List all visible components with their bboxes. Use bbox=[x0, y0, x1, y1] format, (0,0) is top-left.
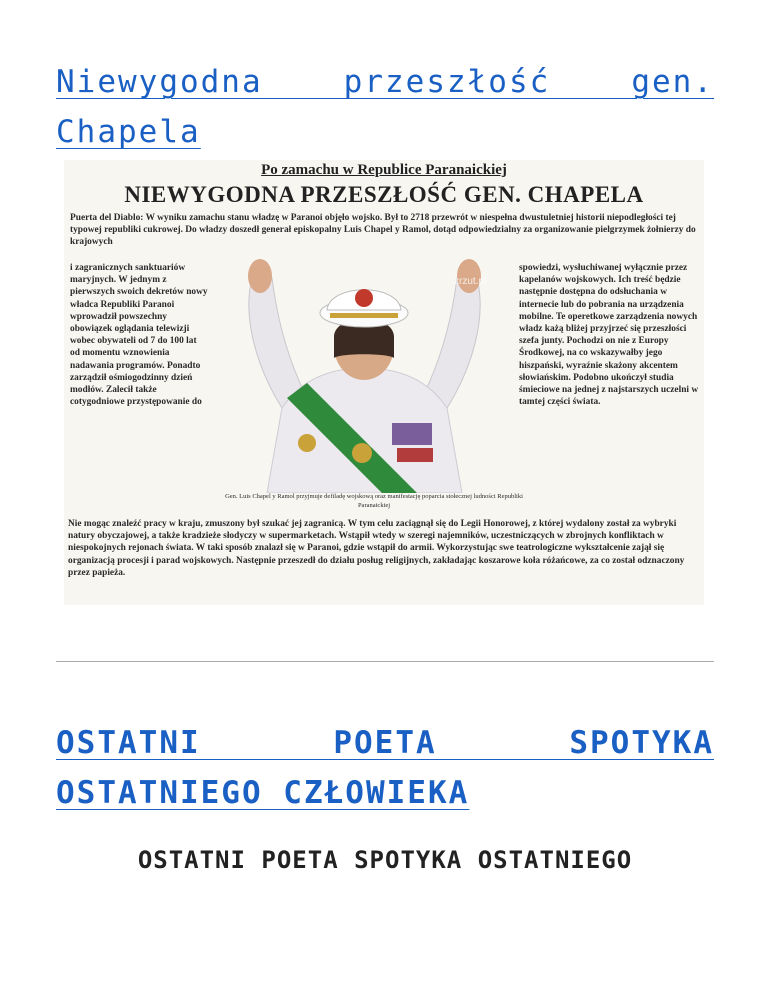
photo-watermark: zrzut.pl bbox=[454, 276, 487, 287]
post-title[interactable] bbox=[56, 718, 714, 818]
clipping-kicker: Po zamachu w Republice Paranaickiej bbox=[261, 162, 507, 178]
clipping-lead: Puerta del Diablo: W wyniku zamachu stanu władzę w Paranoi objęło wojsko. Był to 2718 przewrót w niespełna dwustuletniej historii niepodległości tej typowej republiki cukrowej. Do władzy doszedł generał episkopalny Luis Chapel y Ramol, dotąd odpowiedzialny za organizowanie pielgrzymek żołnierzy do krajowych bbox=[70, 213, 696, 248]
post-excerpt: OSTATNI POETA SPOTYKA OSTATNIEGO bbox=[137, 846, 633, 874]
clipping-bottom-text: Nie mogąc znaleźć pracy w kraju, zmuszony był szukać jej zagranicą. W tym celu zaciągnął się do Legii Honorowej, z której wydalony został za wybryki natury obyczajowej, a także kradzieże słodyczy w supermarketach. Wstąpił wtedy w szeregi najemników, uczestniczących w zbrojnych konfliktach w niespokojnych rejonach świata. W taki sposób znalazł się w Paranoi, gdzie wstąpił do armii. Wykorzystując swe teatrologiczne wykształcenie zajął się organizacją procesji i parad wojskowych. Następnie przeszedł do działu posług religijnych, zakładając koszarowe koła różańcowe, za co został odznaczony przez papieża. bbox=[68, 519, 685, 578]
post-divider bbox=[56, 661, 714, 662]
clipping-column-right: spowiedzi, wysłuchiwanej wyłącznie przez kapelanów wojskowych. Ich treść będzie następnie dostępna do odsłuchania w internecie lub do pobrania na urządzenia mobilne. Te operetkowe zarządzenia nowych władz każą bliżej przyjrzeć się przeszłości szefa junty. Pochodzi on nie z Europy Środkowej, na co wskazywałby jego hiszpański, wyraźnie skażony akcentem słowiańskim. Podobno ukończył studia śmieciowe na jednej z najstarszych uczelni w tamtej części świata. bbox=[519, 263, 699, 408]
newspaper-clipping-image bbox=[64, 160, 704, 605]
photo-caption: Gen. Luis Chapel y Ramol przyjmuje defiladę wojskową oraz manifestację poparcia stołecznej ludności Republiki Paranaickiej bbox=[225, 493, 523, 509]
general-photo bbox=[212, 258, 517, 493]
clipping-headline: NIEWYGODNA PRZESZŁOŚĆ GEN. CHAPELA bbox=[124, 182, 644, 207]
post-title-link[interactable]: Niewygodna przeszłość gen. Chapela bbox=[56, 64, 714, 150]
clipping-column-left: i zagranicznych sanktuariów maryjnych. W jednym z pierwszych swoich dekretów nowy władca Republiki Paranoi wprowadził powszechny obowiązek oglądania telewizji wobec obywateli od 7 do 100 lat od momentu wznowienia nadawania programów. Ponadto zarządził ośmiogodzinny dzień modłów. Zalecił także cotygodniowe przystępowanie do bbox=[70, 263, 208, 408]
post-title-link[interactable]: OSTATNI POETA SPOTYKA OSTATNIEGO CZŁOWIEKA bbox=[56, 725, 714, 811]
post-title[interactable] bbox=[56, 57, 714, 157]
